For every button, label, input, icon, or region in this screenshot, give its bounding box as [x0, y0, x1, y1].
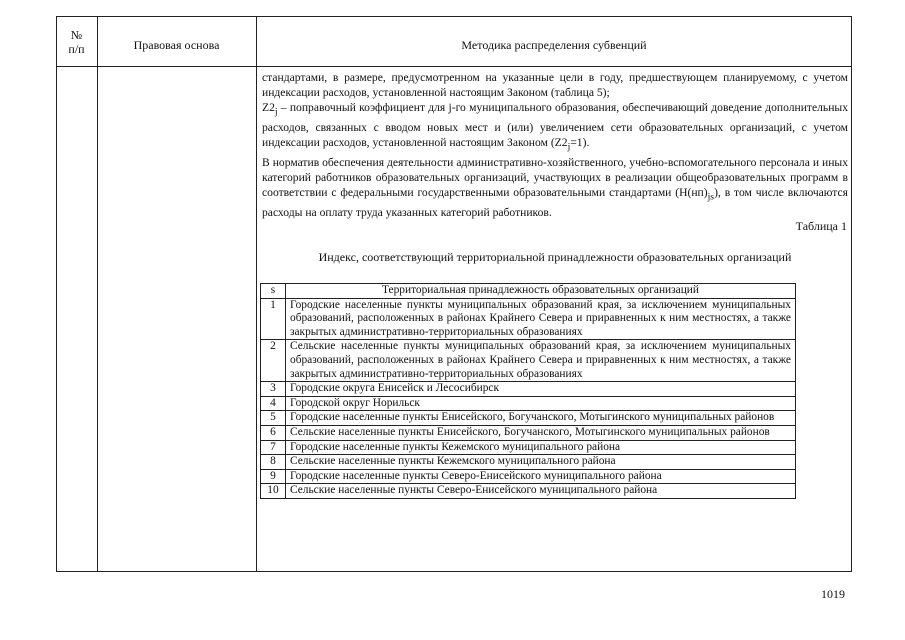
table-row [261, 298, 796, 340]
row-number: 3 [261, 382, 286, 397]
row-number: 2 [261, 340, 286, 382]
row-text: Городские населенные пункты Северо-Енисейского муниципального района [286, 469, 796, 484]
paragraph-2-text: – поправочный коэффициент для j-го муниципального образования, обеспечивающий доведение дополнительных расходов, связанных с вводом новых мест и (или) увеличением сети образовательных организаций, с учетом индексации расходов, установленной настоящим Законом (Z2 [262, 101, 848, 150]
page-number: 1019 [821, 587, 845, 601]
table-row [261, 484, 796, 499]
column-header-s: s [261, 284, 286, 299]
row-number: 1 [261, 298, 286, 340]
column-divider-1 [97, 16, 98, 572]
row-number: 9 [261, 469, 286, 484]
table-row [261, 469, 796, 484]
row-text: Сельские населенные пункты Северо-Енисейского муниципального района [286, 484, 796, 499]
column-header-territory: Территориальная принадлежность образовательных организаций [286, 284, 796, 299]
table-header-row [261, 284, 796, 299]
territorial-index-table [260, 283, 796, 499]
row-number: 7 [261, 440, 286, 455]
table-title: Индекс, соответствующий территориальной принадлежности образовательных организаций [318, 250, 792, 264]
table-row [261, 440, 796, 455]
row-number: 4 [261, 396, 286, 411]
table-row [261, 425, 796, 440]
row-number: 6 [261, 425, 286, 440]
header-legal-basis: Правовая основа [133, 38, 220, 52]
table-row [261, 382, 796, 397]
z2-subscript: j [274, 106, 278, 118]
paragraph-2 [262, 100, 848, 154]
paragraph-2-end: =1). [570, 136, 590, 150]
header-methodology: Методика распределения субвенций [461, 38, 647, 52]
paragraph-3 [262, 155, 848, 220]
header-number-abbr: п/п [68, 42, 85, 56]
paragraph-3-text: В норматив обеспечения деятельности административно-хозяйственного, учебно-вспомогательного персонала и иных категорий работников образовательных организаций, участвующих в реализации общеобразовательных программ в соответствии с федеральными государственными образовательными стандартами (H(нп) [262, 155, 848, 200]
z2-symbol: Z2 [262, 101, 275, 115]
row-text: Городские округа Енисейск и Лесосибирск [286, 382, 796, 397]
row-text: Городской округ Норильск [286, 396, 796, 411]
table-row [261, 411, 796, 426]
row-text: Сельские населенные пункты Кежемского муниципального района [286, 455, 796, 470]
row-number: 8 [261, 455, 286, 470]
paragraph-3-end: ), в том числе включаются расходы на оплату труда указанных категорий работников. [262, 186, 848, 219]
row-text: Городские населенные пункты Кежемского муниципального района [286, 440, 796, 455]
paragraph-1: стандартами, в размере, предусмотренном на указанные цели в году, предшествующем планируемому, с учетом индексации расходов, установленной настоящим Законом (таблица 5); [262, 71, 848, 100]
header-number-cell [56, 28, 97, 56]
header-divider [56, 66, 852, 67]
norm-subscript: js [707, 191, 715, 203]
row-number: 5 [261, 411, 286, 426]
row-text: Городские населенные пункты Енисейского, Богучанского, Мотыгинского муниципальных районов [286, 411, 796, 426]
column-divider-2 [256, 16, 257, 572]
table-row [261, 455, 796, 470]
header-number-symbol: № [70, 28, 83, 42]
z2-subscript-2: j [567, 141, 571, 153]
methodology-text [262, 70, 848, 220]
table-label: Таблица 1 [795, 219, 847, 233]
table-row [261, 396, 796, 411]
row-number: 10 [261, 484, 286, 499]
row-text: Сельские населенные пункты муниципальных образований края, за исключением муниципальных образований, расположенных в районах Крайнего Севера и приравненных к ним местностях, а также закрытых административно-территориальных образованиях [286, 340, 796, 382]
table-row [261, 340, 796, 382]
row-text: Городские населенные пункты муниципальных образований края, за исключением муниципальных образований, расположенных в районах Крайнего Севера и приравненных к ним местностях, а также закрытых административно-территориальных образованиях [286, 298, 796, 340]
row-text: Сельские населенные пункты Енисейского, Богучанского, Мотыгинского муниципальных районов [286, 425, 796, 440]
